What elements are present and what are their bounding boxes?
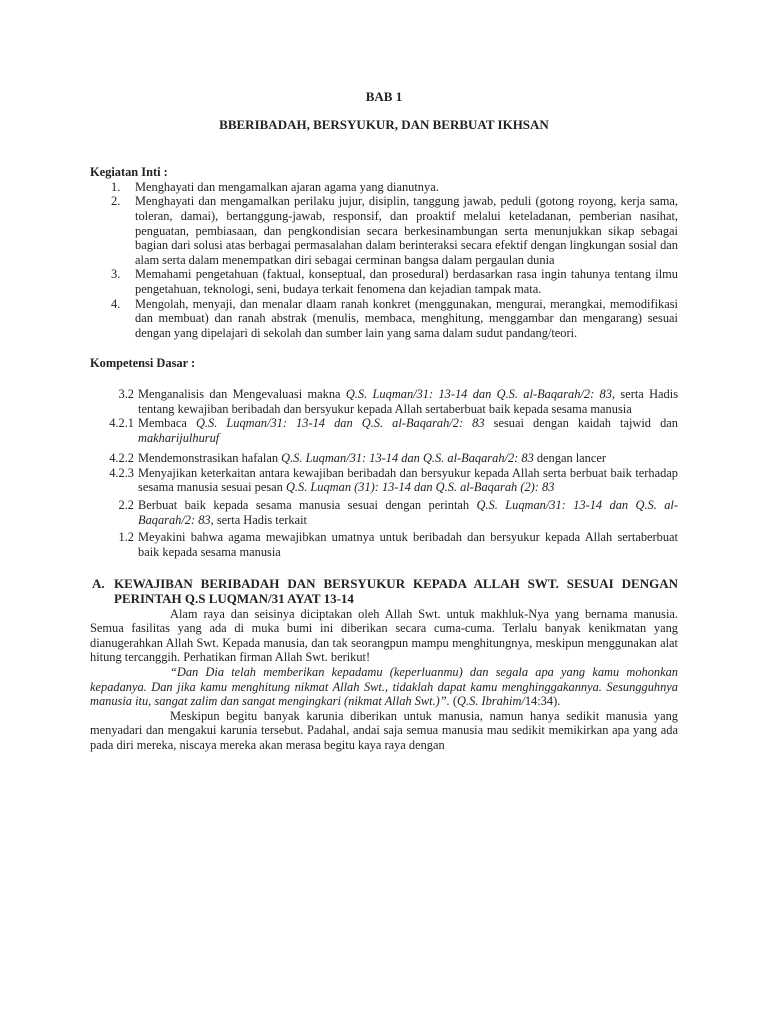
kegiatan-inti-heading: Kegiatan Inti : <box>90 165 168 180</box>
surah-reference: Q.S. Luqman/31: 13-14 dan Q.S. al-Baqarah/2: 83 <box>345 386 612 401</box>
list-item <box>90 451 678 466</box>
list-item <box>90 498 678 527</box>
text-segment: Membaca <box>138 416 196 431</box>
list-item-text <box>134 530 678 559</box>
list-item-text <box>134 498 678 527</box>
surah-reference: Q.S. Luqman (31): 13-14 dan Q.S. al-Baqarah (2): 83 <box>285 480 555 495</box>
text-segment: sesuai dengan kaidah tajwid dan <box>484 416 678 431</box>
chapter-label: BAB 1 <box>365 89 403 104</box>
list-item-text <box>134 451 678 466</box>
list-item-text: Memahami pengetahuan (faktual, konseptual, dan prosedural) berdasarkan rasa ingin tahunya tentang ilmu pengetahuan, teknologi, seni, budaya terkait fenomena dan kejadian tampak mata. <box>135 267 678 296</box>
list-item-number: 1.2 <box>118 530 134 545</box>
list-item <box>90 194 678 267</box>
text-segment: Meyakini bahwa agama mewajibkan umatnya untuk beribadah dan bersyukur kepada Allah sertaberbuat baik kepada sesama manusia <box>138 530 678 559</box>
text-segment: Berbuat baik kepada sesama manusia sesuai dengan perintah <box>138 498 477 513</box>
list-item-text <box>134 466 678 495</box>
list-item-number: 3. <box>111 267 121 282</box>
list-item-text: Menghayati dan mengamalkan ajaran agama yang dianutnya. <box>135 179 439 194</box>
surah-reference: Q.S. Luqman/31: 13-14 dan Q.S. al-Baqarah/2: 83, <box>138 498 678 527</box>
kompetensi-dasar-list <box>90 387 678 560</box>
list-item-text: Menghayati dan mengamalkan perilaku jujur, disiplin, tanggung jawab, peduli (gotong royong, kerja sama, toleran, damai), bertanggung-jawab, responsif, dan proaktif melalui keteladanan, pemberian nasihat, penguatan, pembiasaan, dan pengkondisian secara berkesinambungan serta menunjukkan sikap sebagai bagian dari solusi atas berbagai permasalahan dalam berinteraksi secara efektif dengan lingkungan sosial dan alam serta dalam menempatkan diri sebagai cerminan bangsa dalam pergaulan dunia <box>135 194 678 267</box>
list-item-number: 3.2 <box>118 386 134 401</box>
quote-ref-verse: 14:34). <box>524 694 561 709</box>
list-item <box>90 297 678 341</box>
surah-reference: Q.S. Luqman/31: 13-14 dan Q.S. al-Baqarah/2: 83 <box>195 416 485 431</box>
chapter-title: BBERIBADAH, BERSYUKUR, DAN BERBUAT IKHSAN <box>219 116 549 132</box>
text-segment: Menyajikan keterkaitan antara kewajiban beribadah dan bersyukur kepada Allah serta berbuat baik terhadap sesama manusia sesuai pesan <box>138 465 678 495</box>
document-page <box>90 90 678 753</box>
section-title: KEWAJIBAN BERIBADAH DAN BERSYUKUR KEPADA ALLAH SWT. SESUAI DENGAN PERINTAH Q.S LUQMAN/31 AYAT 13-14 <box>114 576 678 607</box>
list-item-number: 4.2.3 <box>109 465 134 480</box>
quran-quote: “Dan Dia telah memberikan kepadamu (keperluanmu) dan segala apa yang kamu mohonkan kepadanya. Dan jika kamu menghitung nikmat Allah Swt., tidaklah dapat kamu menghinggakannya. Sesungguhnya manusia itu, sangat zalim dan sangat mengingkari (nikmat Allah Swt.)”. <box>90 665 678 709</box>
section-heading <box>90 577 678 606</box>
text-segment: serta Hadis terkait <box>213 512 307 527</box>
text-segment: dengan lancer <box>533 451 607 466</box>
text-segment: , serta Hadis tentang kewajiban beribadah dan bersyukur kepada Allah sertaberbuat baik kepada sesama manusia <box>138 386 679 416</box>
body-paragraph: Alam raya dan seisinya diciptakan oleh Allah Swt. untuk makhluk-Nya yang bernama manusia. Semua fasilitas yang ada di muka bumi ini diberikan secara cuma-cuma. Terlalu banyak kenikmatan yang dianugerahkan Allah Swt. Kepada manusia, dan tak seorangpun mampu menghitungnya, meskipun menggunakan alat hitung tercanggih. Perhatikan firman Allah Swt. berikut! <box>90 606 678 665</box>
text-segment: Menganalisis dan Mengevaluasi makna <box>138 386 346 401</box>
kompetensi-dasar-heading: Kompetensi Dasar : <box>90 356 196 371</box>
list-item-number: 4. <box>111 296 121 311</box>
quote-paragraph <box>90 665 678 709</box>
section-letter: A. <box>92 576 105 592</box>
quote-ref-surah: Q.S. Ibrahim/ <box>457 694 525 709</box>
kegiatan-inti-list <box>90 180 678 341</box>
list-item <box>90 387 678 416</box>
text-segment: Mendemonstrasikan hafalan <box>138 451 282 466</box>
list-item <box>90 530 678 559</box>
list-item-number: 4.2.1 <box>109 416 134 431</box>
list-item-number: 4.2.2 <box>109 451 134 466</box>
text-segment-italic: makharijulhuruf <box>138 430 220 445</box>
list-item-number: 2.2 <box>118 498 134 513</box>
body-paragraph: Meskipun begitu banyak karunia diberikan untuk manusia, namun hanya sedikit manusia yang menyadari dan mengakui karunia tersebut. Padahal, andai saja semua manusia mau sedikit memikirkan apa yang ada pada diri mereka, niscaya mereka akan merasa begitu kaya raya dengan <box>90 708 678 752</box>
list-item-text <box>134 387 678 416</box>
list-item <box>90 267 678 296</box>
list-item-text: Mengolah, menyaji, dan menalar dlaam ranah konkret (menggunakan, mengurai, merangkai, memodifikasi dan membuat) dan ranah abstrak (menulis, membaca, menghitung, menggambar dan mengarang) sesuai dengan yang dipelajari di sekolah dan sumber lain yang sama dalam sudut pandang/teori. <box>135 296 678 340</box>
list-item-number: 1. <box>111 179 121 194</box>
list-item <box>90 180 678 195</box>
list-item-number: 2. <box>111 194 121 209</box>
list-item-text <box>134 416 678 445</box>
quote-ref-open: ( <box>449 694 458 709</box>
list-item <box>90 416 678 445</box>
list-item <box>90 466 678 495</box>
surah-reference: Q.S. Luqman/31: 13-14 dan Q.S. al-Baqarah/2: 83 <box>281 451 534 466</box>
